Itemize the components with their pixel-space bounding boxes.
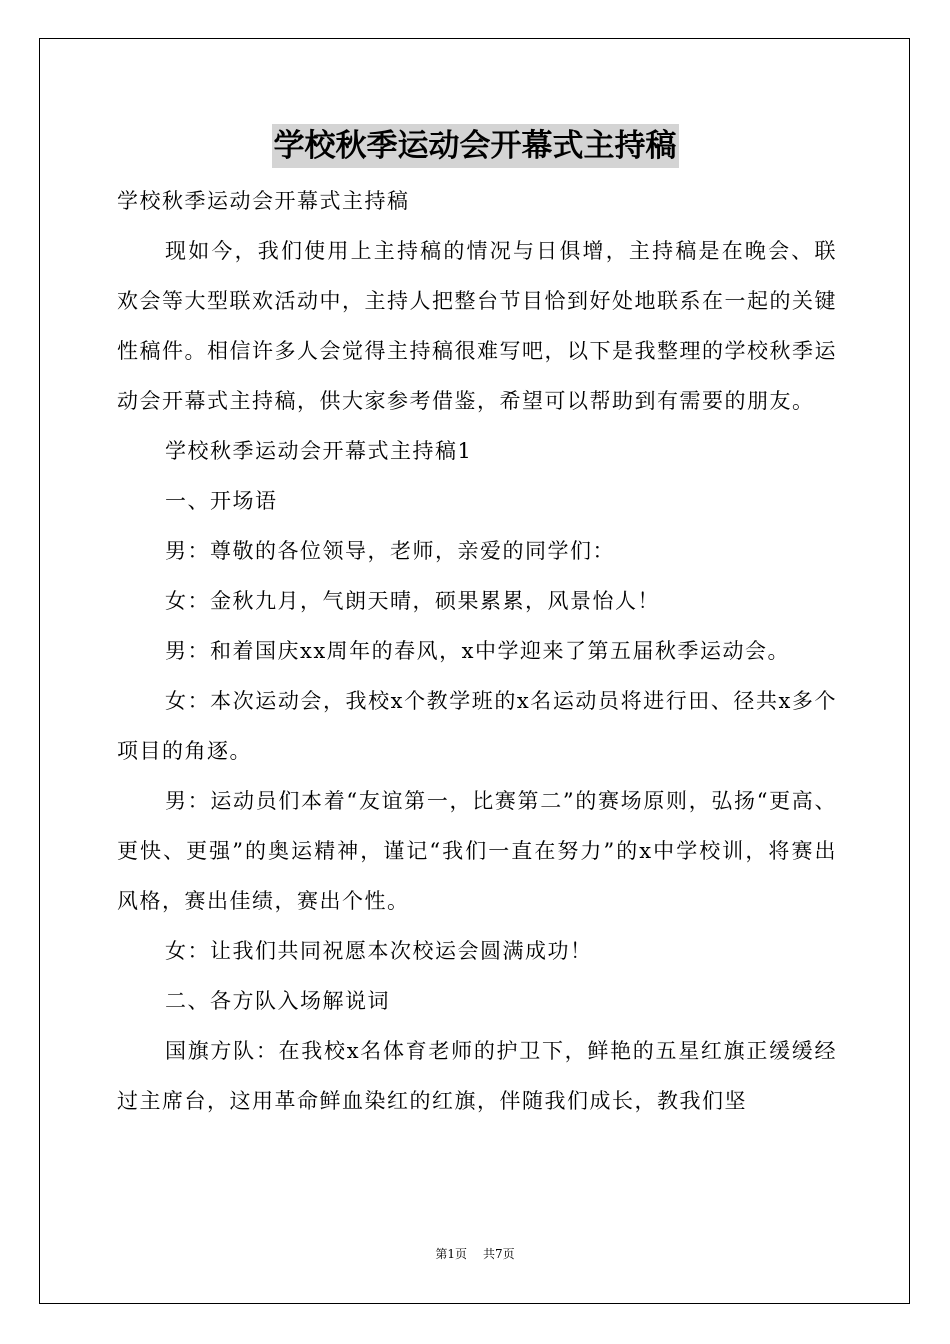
paragraph: 男：和着国庆xx周年的春风，x中学迎来了第五届秋季运动会。 [165,639,791,663]
paragraph: 男：运动员们本着“友谊第一，比赛第二”的赛场原则，弘扬“更高、更快、更强”的奥运精神，谨记“我们一直在努力”的x中学校训，将赛出风格，赛出佳绩，赛出个性。 [117,789,837,913]
paragraph: 男：尊敬的各位领导，老师，亲爱的同学们： [165,539,615,563]
page-number-total: 共7页 [483,1247,515,1261]
page-number-current: 第1页 [435,1247,467,1261]
paragraph: 女：让我们共同祝愿本次校运会圆满成功！ [165,939,593,963]
document-body [117,176,837,1126]
paragraph: 女：本次运动会，我校x个教学班的x名运动员将进行田、径共x多个项目的角逐。 [117,689,837,763]
document-title: 学校秋季运动会开幕式主持稿 [272,124,679,168]
paragraph: 二、各方队入场解说词 [165,989,390,1013]
paragraph: 一、开场语 [165,489,278,513]
title-container [0,124,950,168]
paragraph: 国旗方队：在我校x名体育老师的护卫下，鲜艳的五星红旗正缓缓经过主席台，这用革命鲜血染红的红旗，伴随我们成长，教我们坚 [117,1039,837,1113]
paragraph: 学校秋季运动会开幕式主持稿1 [165,439,473,463]
paragraph: 学校秋季运动会开幕式主持稿 [117,189,410,213]
page-footer [0,1246,950,1262]
paragraph: 女：金秋九月，气朗天晴，硕果累累，风景怡人！ [165,589,660,613]
paragraph: 现如今，我们使用上主持稿的情况与日俱增，主持稿是在晚会、联欢会等大型联欢活动中，主持人把整台节目恰到好处地联系在一起的关键性稿件。相信许多人会觉得主持稿很难写吧，以下是我整理的学校秋季运动会开幕式主持稿，供大家参考借鉴，希望可以帮助到有需要的朋友。 [117,239,837,413]
